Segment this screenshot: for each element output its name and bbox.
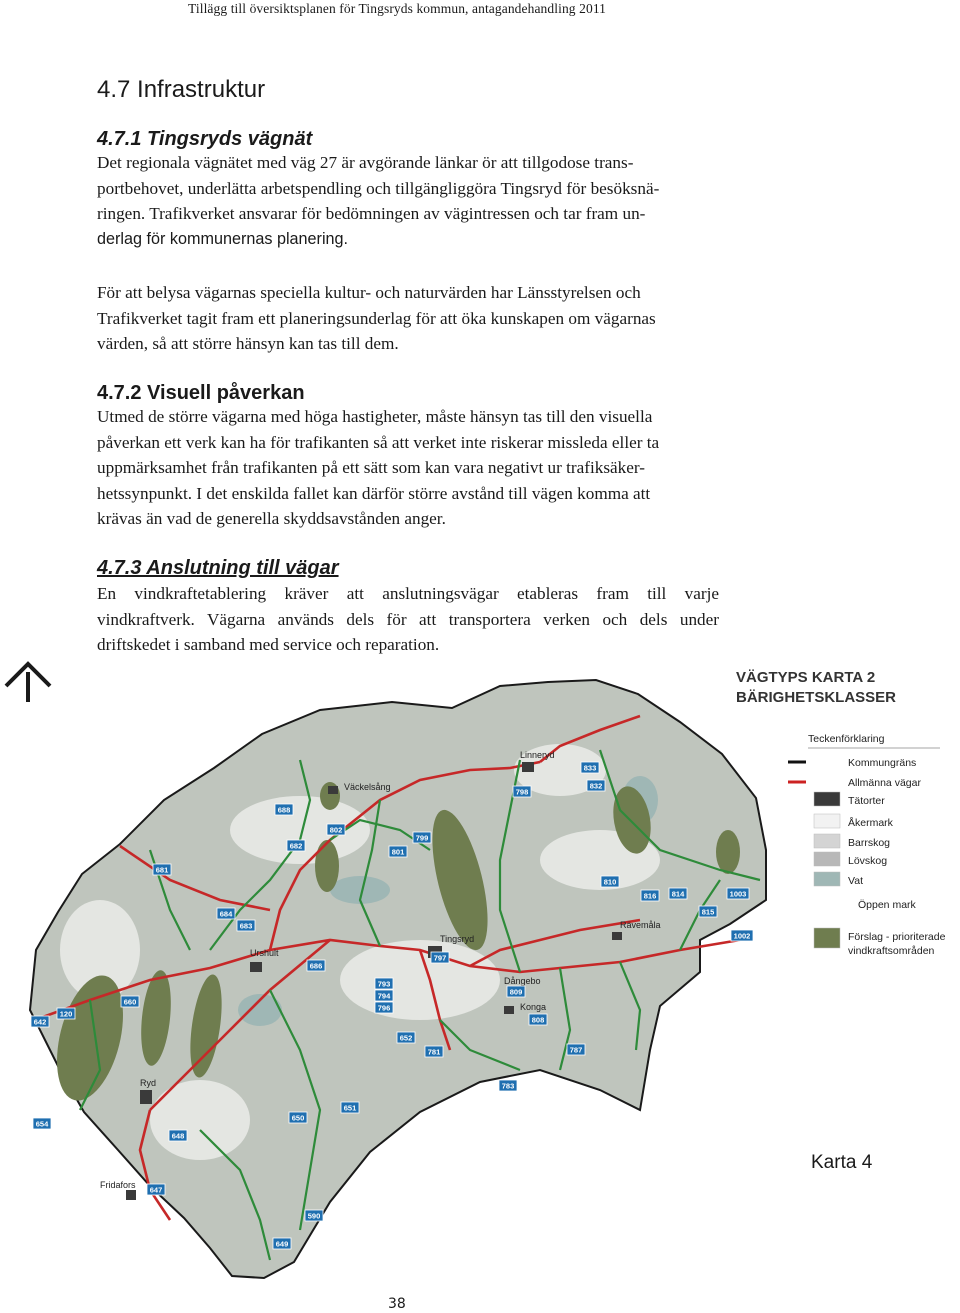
- legend-swatch: [814, 852, 840, 866]
- road-number-badge: [431, 952, 449, 963]
- paragraph-access-roads: [97, 581, 719, 658]
- town-label: Urshult: [250, 948, 279, 958]
- road-number-badge: [587, 780, 605, 791]
- road-number-label: 651: [343, 1103, 357, 1113]
- legend-item: [814, 834, 890, 849]
- road-number-label: 816: [643, 891, 657, 901]
- text-line: krävas än vad de generella skyddsavstånden anger.: [97, 509, 446, 529]
- road-number-label: 783: [501, 1081, 515, 1091]
- road-number-badge: [169, 1130, 187, 1141]
- town-marker: [140, 1090, 152, 1104]
- road-number-badge: [121, 996, 139, 1007]
- legend-swatch: [814, 792, 840, 806]
- text-line: uppmärksamhet från trafikanten på ett sätt som kan vara negativt ur trafiksäker-: [97, 458, 646, 478]
- road-number-badge: [375, 990, 393, 1001]
- subsection-title-473: 4.7.3 Anslutning till vägar: [97, 557, 339, 579]
- road-number-label: 802: [329, 825, 343, 835]
- legend-label: vindkraftsområden: [848, 945, 935, 957]
- legend-label: Allmänna vägar: [848, 777, 921, 789]
- road-number-badge: [327, 824, 345, 835]
- road-number-badge: [375, 1002, 393, 1013]
- paragraph-cultural-values: [97, 280, 719, 357]
- road-number-label: 815: [701, 907, 715, 917]
- road-number-badge: [699, 906, 717, 917]
- legend-heading: Teckenförklaring: [808, 733, 885, 745]
- town-marker: [250, 962, 262, 972]
- road-number-badge: [727, 888, 749, 899]
- road-number-label: 652: [399, 1033, 413, 1043]
- town-label: Tingsryd: [440, 934, 475, 944]
- legend-item: [814, 872, 863, 887]
- legend-label: Öppen mark: [858, 899, 916, 911]
- road-number-label: 688: [277, 805, 291, 815]
- road-number-label: 683: [239, 921, 253, 931]
- text-line: Det regionala vägnätet med väg 27 är avgörande länkar ör att tillgodose trans-: [97, 153, 634, 172]
- town-marker: [522, 762, 534, 772]
- road-number-label: 647: [149, 1185, 163, 1195]
- road-number-badge: [397, 1032, 415, 1043]
- road-number-label: 686: [309, 961, 323, 971]
- text-line: Utmed de större vägarna med höga hastigheter, måste hänsyn tas till den visuella: [97, 407, 653, 426]
- legend-item: [814, 814, 894, 829]
- subsection-title-472: 4.7.2 Visuell påverkan: [97, 382, 305, 404]
- road-number-label: 793: [377, 979, 391, 989]
- road-number-label: 833: [583, 763, 597, 773]
- town-label: Fridafors: [100, 1180, 136, 1190]
- road-number-label: 809: [509, 987, 523, 997]
- road-number-badge: [153, 864, 171, 875]
- road-number-badge: [305, 1210, 323, 1221]
- town-marker: [126, 1190, 136, 1200]
- legend-label: Åkermark: [848, 817, 893, 829]
- road-number-badge: [31, 1016, 49, 1027]
- legend-label: Barrskog: [848, 837, 891, 849]
- road-number-badge: [731, 930, 753, 941]
- road-number-badge: [507, 986, 525, 997]
- legend-label: Tätorter: [848, 795, 885, 807]
- road-number-badge: [33, 1118, 51, 1129]
- running-header: Tillägg till översiktsplanen för Tingsryds kommun, antagandehandling 2011: [188, 1, 607, 16]
- town-label: Rävemåla: [620, 920, 661, 930]
- road-number-badge: [237, 920, 255, 931]
- legend-item: [814, 852, 887, 867]
- section-title: 4.7 Infrastruktur: [97, 76, 266, 103]
- legend-swatch: [814, 814, 840, 828]
- road-number-badge: [287, 840, 305, 851]
- text-line: värden, så att större hänsyn kan tas till dem.: [97, 334, 399, 354]
- subsection-title-471: 4.7.1 Tingsryds vägnät: [97, 128, 313, 150]
- road-number-badge: [413, 832, 431, 843]
- legend-label: Förslag - prioriterade: [848, 931, 946, 943]
- road-number-label: 590: [307, 1211, 321, 1221]
- road-number-badge: [581, 762, 599, 773]
- road-number-badge: [57, 1008, 75, 1019]
- text-line: driftskedet i samband med service och reparation.: [97, 635, 440, 655]
- proposed-wind-area: [315, 840, 339, 892]
- road-number-label: 1002: [733, 931, 751, 941]
- road-number-badge: [147, 1184, 165, 1195]
- field-patch: [230, 796, 370, 864]
- map-legend: [733, 669, 956, 1142]
- road-number-label: 682: [289, 841, 303, 851]
- town-label: Ryd: [140, 1078, 157, 1088]
- road-number-label: 801: [391, 847, 405, 857]
- road-number-label: 799: [415, 833, 429, 843]
- legend-item: [814, 792, 885, 807]
- text-line: portbehovet, underlätta arbetspendling och tillgängliggöra Tingsryd för besöksnä-: [97, 178, 660, 198]
- text-line: påverkan ett verk kan ha för trafikanten så att verket inte riskerar missleda eller ta: [97, 432, 660, 452]
- paragraph-visual-impact: [97, 404, 719, 532]
- road-map: [0, 650, 960, 1290]
- road-number-label: 642: [33, 1017, 47, 1027]
- town-marker: [504, 1006, 514, 1014]
- page-number: 38: [388, 1296, 406, 1312]
- road-number-label: 794: [377, 991, 391, 1001]
- road-number-label: 796: [377, 1003, 391, 1013]
- map-caption: Karta 4: [811, 1152, 873, 1173]
- text-line: derlag för kommunernas planering.: [97, 229, 349, 248]
- road-number-label: 781: [427, 1047, 441, 1057]
- text-line: Trafikverket tagit fram ett planeringsunderlag för att öka kunskapen om vägarnas: [97, 308, 656, 328]
- road-number-badge: [275, 804, 293, 815]
- road-number-badge: [641, 890, 659, 901]
- road-number-badge: [273, 1238, 291, 1249]
- road-number-label: 681: [155, 865, 169, 875]
- road-number-label: 684: [219, 909, 233, 919]
- proposed-wind-area: [716, 830, 740, 874]
- road-number-label: 797: [433, 953, 447, 963]
- road-number-badge: [425, 1046, 443, 1057]
- town-marker: [328, 786, 338, 794]
- legend-swatch: [814, 872, 840, 886]
- road-number-label: 808: [531, 1015, 545, 1025]
- town-label: Konga: [520, 1002, 547, 1012]
- paragraph-road-network: [97, 150, 719, 252]
- road-number-badge: [307, 960, 325, 971]
- map-title-line1: VÄGTYPS KARTA 2: [736, 669, 876, 686]
- road-number-label: 1003: [729, 889, 747, 899]
- road-number-badge: [389, 846, 407, 857]
- town-marker: [612, 932, 622, 940]
- field-patch: [150, 1080, 250, 1160]
- road-number-badge: [217, 908, 235, 919]
- road-number-badge: [513, 786, 531, 797]
- town-label: Dångebo: [504, 976, 541, 986]
- road-number-badge: [669, 888, 687, 899]
- town-label: Linneryd: [520, 750, 555, 760]
- legend-swatch: [814, 834, 840, 848]
- road-number-label: 798: [515, 787, 529, 797]
- text-line: ringen. Trafikverket ansvarar för bedömningen av vägintressen och tar fram un-: [97, 204, 646, 224]
- road-number-label: 654: [35, 1119, 49, 1129]
- text-line: För att belysa vägarnas speciella kultur- och naturvärden har Länsstyrelsen och: [97, 283, 641, 302]
- road-number-label: 120: [59, 1009, 73, 1019]
- road-number-label: 660: [123, 997, 137, 1007]
- road-number-badge: [499, 1080, 517, 1091]
- road-number-badge: [567, 1044, 585, 1055]
- road-number-label: 810: [603, 877, 617, 887]
- legend-item: [858, 899, 917, 911]
- road-number-badge: [601, 876, 619, 887]
- road-number-label: 832: [589, 781, 603, 791]
- legend-label: Lövskog: [848, 855, 888, 867]
- town-label: Väckelsång: [344, 782, 391, 792]
- road-number-label: 814: [671, 889, 685, 899]
- road-number-badge: [529, 1014, 547, 1025]
- road-number-label: 648: [171, 1131, 185, 1141]
- text-line: En vindkraftetablering kräver att anslutningsvägar etableras fram till varje: [97, 584, 719, 603]
- legend-label: Vat: [848, 875, 863, 887]
- legend-swatch: [814, 928, 840, 948]
- text-line: hetssynpunkt. I det enskilda fallet kan därför större avstånd till vägen komma att: [97, 483, 651, 503]
- road-map-figure: [0, 650, 960, 1290]
- text-line: vindkraftverk. Vägarna används dels för att transportera verken och dels under: [97, 609, 719, 629]
- road-number-badge: [289, 1112, 307, 1123]
- north-arrow-icon: [6, 664, 50, 702]
- map-title-line2: BÄRIGHETSKLASSER: [736, 689, 897, 706]
- road-number-label: 650: [291, 1113, 305, 1123]
- legend-label: Kommungräns: [848, 757, 917, 769]
- road-number-badge: [375, 978, 393, 989]
- road-number-label: 787: [569, 1045, 583, 1055]
- road-number-label: 649: [275, 1239, 289, 1249]
- road-number-badge: [341, 1102, 359, 1113]
